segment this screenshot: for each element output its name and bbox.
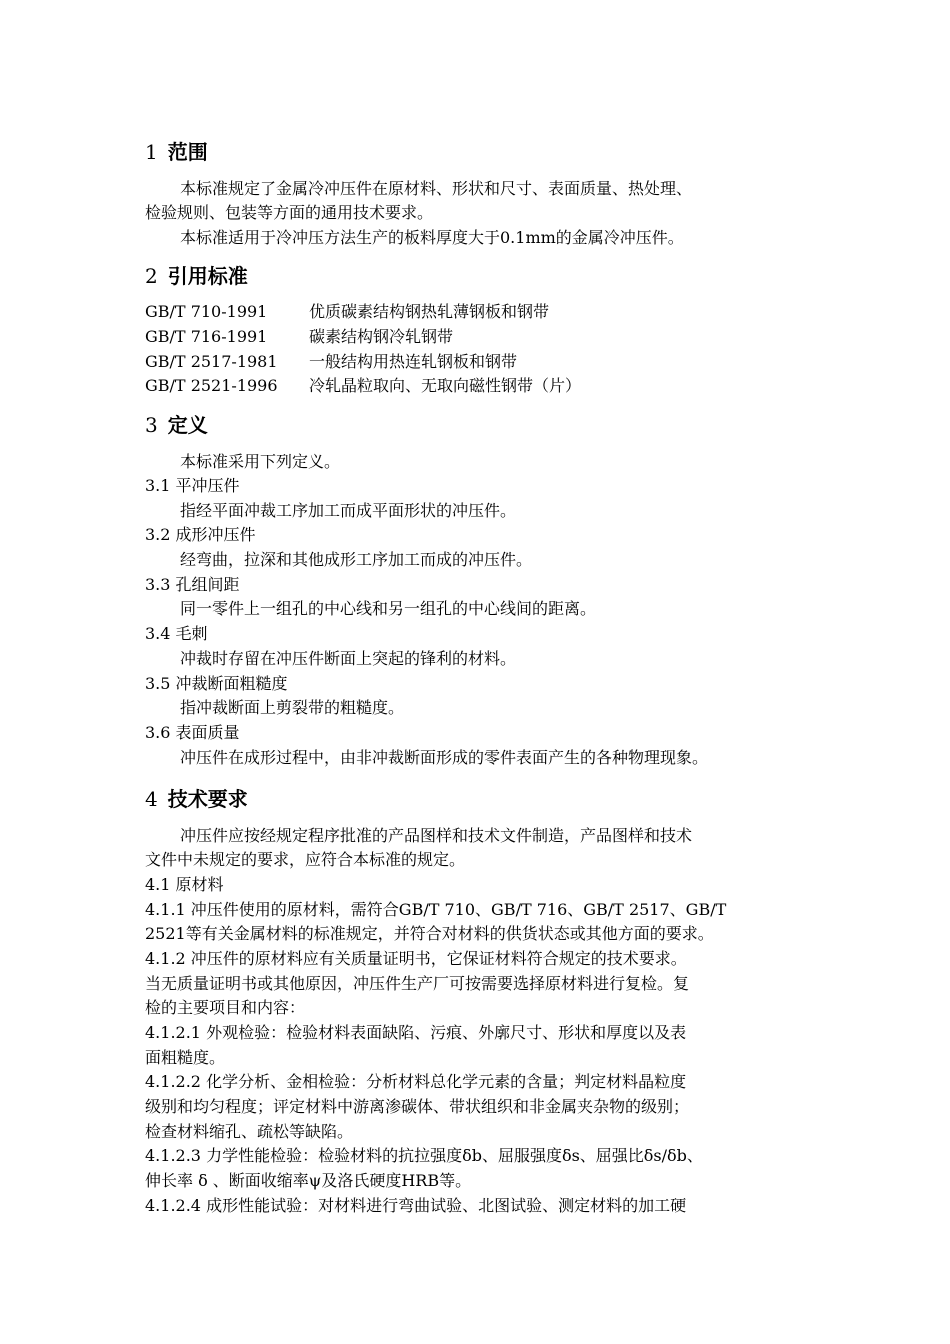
scope-paragraph-1-line-1: 本标准规定了金属冷冲压件在原材料、形状和尺寸、表面质量、热处理、 [180, 179, 693, 198]
section-number: 2 [145, 264, 158, 288]
definition-term: 3.4 毛刺 [145, 624, 208, 643]
reference-title: 优质碳素结构钢热轧薄钢板和钢带 [309, 302, 550, 321]
section-3-heading [145, 412, 208, 438]
reference-row [145, 301, 549, 323]
reference-row [145, 326, 453, 348]
definitions-intro: 本标准采用下列定义。 [180, 452, 341, 471]
definition-term: 3.5 冲裁断面粗糙度 [145, 674, 288, 693]
tech-line: 面粗糙度。 [145, 1048, 226, 1067]
definition-term: 3.2 成形冲压件 [145, 525, 256, 544]
tech-line: 4.1.2.4 成形性能试验：对材料进行弯曲试验、北图试验、测定材料的加工硬 [145, 1196, 687, 1215]
section-2-heading [145, 263, 248, 289]
section-number: 4 [145, 787, 158, 811]
section-title: 技术要求 [167, 787, 248, 811]
definition-desc: 指经平面冲裁工序加工而成平面形状的冲压件。 [180, 501, 517, 520]
scope-paragraph-1-line-2: 检验规则、包装等方面的通用技术要求。 [145, 203, 434, 222]
section-number: 1 [145, 140, 158, 164]
reference-code: GB/T 716-1991 [145, 327, 268, 346]
reference-code: GB/T 2521-1996 [145, 376, 278, 395]
tech-line: 4.1.2.2 化学分析、金相检验：分析材料总化学元素的含量；判定材料晶粒度 [145, 1072, 687, 1091]
reference-title: 一般结构用热连轧钢板和钢带 [309, 352, 518, 371]
definition-desc: 同一零件上一组孔的中心线和另一组孔的中心线间的距离。 [180, 599, 597, 618]
section-1-heading [145, 139, 208, 165]
tech-intro-line-1: 冲压件应按经规定程序批准的产品图样和技术文件制造，产品图样和技术 [180, 826, 693, 845]
definition-term: 3.6 表面质量 [145, 723, 240, 742]
reference-row [145, 375, 581, 397]
tech-line: 检的主要项目和内容： [145, 998, 306, 1017]
tech-line: 伸长率 δ 、断面收缩率ψ及洛氏硬度HRB等。 [145, 1171, 472, 1190]
tech-line: 4.1.2.1 外观检验：检验材料表面缺陷、污痕、外廓尺寸、形状和厚度以及表 [145, 1023, 687, 1042]
section-number: 3 [145, 413, 158, 437]
tech-line: 当无质量证明书或其他原因，冲压件生产厂可按需要选择原材料进行复检。复 [145, 974, 690, 993]
section-title: 定义 [167, 413, 208, 437]
tech-line: 4.1.2 冲压件的原材料应有关质量证明书，它保证材料符合规定的技术要求。 [145, 949, 687, 968]
tech-line: 2521等有关金属材料的标准规定，并符合对材料的供货状态或其他方面的要求。 [145, 924, 714, 943]
definition-term: 3.3 孔组间距 [145, 575, 240, 594]
tech-line: 4.1.2.3 力学性能检验：检验材料的抗拉强度δb、屈服强度δs、屈强比δs/δb、 [145, 1146, 703, 1165]
definition-desc: 冲压件在成形过程中，由非冲裁断面形成的零件表面产生的各种物理现象。 [180, 748, 709, 767]
scope-paragraph-2: 本标准适用于冷冲压方法生产的板料厚度大于0.1mm的金属冷冲压件。 [180, 228, 684, 247]
tech-line: 级别和均匀程度；评定材料中游离渗碳体、带状组织和非金属夹杂物的级别； [145, 1097, 690, 1116]
reference-row [145, 351, 517, 373]
section-title: 引用标准 [167, 264, 248, 288]
definition-desc: 指冲裁断面上剪裂带的粗糙度。 [180, 698, 405, 717]
definition-desc: 冲裁时存留在冲压件断面上突起的锋利的材料。 [180, 649, 517, 668]
reference-title: 碳素结构钢冷轧钢带 [309, 327, 454, 346]
reference-code: GB/T 710-1991 [145, 302, 268, 321]
tech-line: 检查材料缩孔、疏松等缺陷。 [145, 1122, 354, 1141]
definition-desc: 经弯曲，拉深和其他成形工序加工而成的冲压件。 [180, 550, 533, 569]
tech-line: 4.1 原材料 [145, 875, 224, 894]
definition-term: 3.1 平冲压件 [145, 476, 240, 495]
section-title: 范围 [167, 140, 208, 164]
section-4-heading [145, 786, 248, 812]
reference-code: GB/T 2517-1981 [145, 352, 278, 371]
tech-intro-line-2: 文件中未规定的要求，应符合本标准的规定。 [145, 850, 466, 869]
reference-title: 冷轧晶粒取向、无取向磁性钢带（片） [309, 376, 582, 395]
tech-line: 4.1.1 冲压件使用的原材料，需符合GB/T 710、GB/T 716、GB/T 2517、GB/T [145, 900, 727, 919]
